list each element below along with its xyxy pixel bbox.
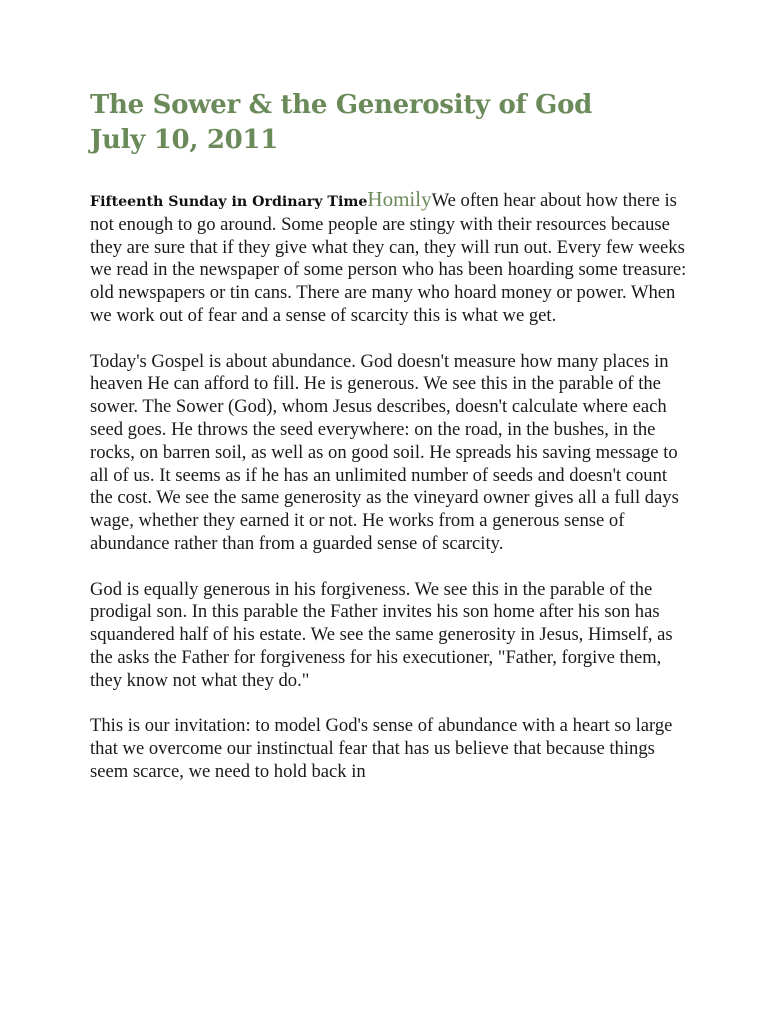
paragraph-1-text: We often hear about how there is not enough to go around. Some people are stingy with their resources because they are sure that if they give what they can, they will run out. Every few weeks we read in the newspaper of some person who has been hoarding some treasure: old newspapers or tin cans. There are many who hoard money or power. When we work out of fear and a sense of scarcity this is what we get. [90,190,687,326]
document-title [90,88,710,158]
homily-label: Homily [367,187,432,211]
paragraph-2: Today's Gospel is about abundance. God doesn't measure how many places in heaven He can afford to fill. He is generous. We see this in the parable of the sower. The Sower (God), whom Jesus describes, doesn't calculate where each seed goes. He throws the seed everywhere: on the road, in the bushes, in the rocks, on barren soil, as well as on good soil. He spreads his saving message to all of us. It seems as if he has an unlimited number of seeds and doesn't count the cost. We see the same generosity as the vineyard owner gives all a full days wage, whether they earned it or not. He works from a generous sense of abundance rather than from a guarded sense of scarcity. [90,350,679,554]
paragraph-1 [90,188,690,328]
title-date: July 10, 2011 [90,125,278,155]
occasion-subtitle: Fifteenth Sunday in Ordinary Time [90,194,368,210]
document-body [90,188,690,807]
paragraph-3: God is equally generous in his forgiveness. We see this in the parable of the prodigal son. In this parable the Father invites his son home after his son has squandered half of his estate. We see the same generosity in Jesus, Himself, as the asks the Father for forgiveness for his executioner, "Father, forgive them, they know not what they do." [90,578,673,691]
paragraph-4: This is our invitation: to model God's sense of abundance with a heart so large that we overcome our instinctual fear that has us believe that because things seem scarce, we need to hold back in [90,715,673,782]
title-line-1: The Sower & the Generosity of God [90,90,592,120]
